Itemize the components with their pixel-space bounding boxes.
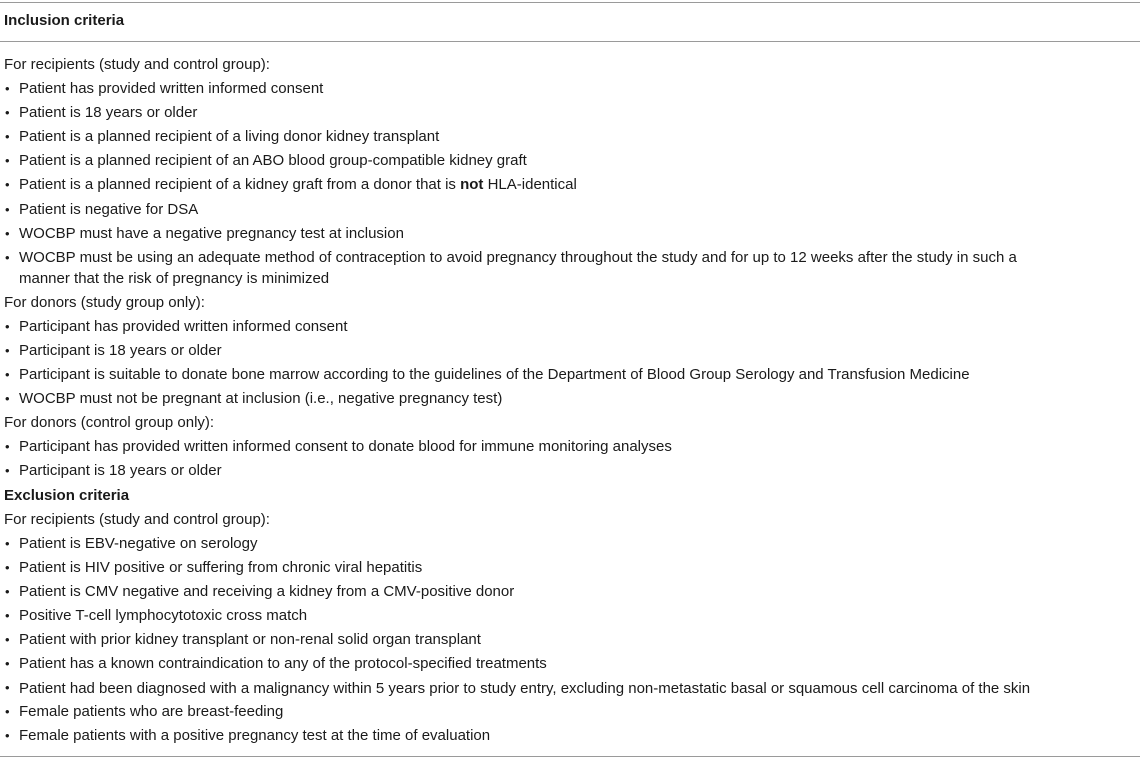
bullet-icon: • (5, 342, 10, 358)
list-item-text-part: HLA-identical (483, 176, 577, 194)
bullet-icon: • (5, 583, 10, 599)
inclusion-donors-study-heading: For donors (study group only): (4, 293, 205, 311)
list-item-text: Participant is 18 years or older (19, 341, 222, 359)
bullet-icon: • (5, 153, 10, 169)
list-item-text: WOCBP must not be pregnant at inclusion (i.e., negative pregnancy test) (19, 390, 503, 408)
exclusion-recipients-list (4, 532, 1064, 749)
list-item-text: Patient had been diagnosed with a malignancy within 5 years prior to study entry, excluding non-metastatic basal or squamous cell carcinoma of the skin (19, 679, 1031, 697)
list-item (4, 700, 1064, 724)
list-item-text: Patient has provided written informed consent (19, 80, 324, 98)
list-item (4, 724, 1064, 748)
list-item-text: Patient is 18 years or older (19, 104, 198, 122)
list-item (4, 222, 1064, 246)
list-item-text: Female patients with a positive pregnancy test at the time of evaluation (19, 727, 491, 745)
bullet-icon: • (5, 463, 10, 479)
list-item-text: Participant is suitable to donate bone marrow according to the guidelines of the Department of Blood Group Serology and Transfusion Medicine (19, 366, 970, 384)
bullet-icon: • (5, 391, 10, 407)
list-item (4, 149, 1064, 173)
bullet-icon: • (5, 704, 10, 720)
bullet-icon: • (5, 105, 10, 121)
table-top-rule (0, 2, 1140, 3)
list-item-text: WOCBP must be using an adequate method of contraception to avoid pregnancy throughout the study and for up to 12 weeks after the study in such a manner that the risk of pregnancy is minimized (19, 249, 1017, 288)
bullet-icon: • (5, 680, 10, 696)
table-body (4, 53, 1064, 749)
list-item (4, 387, 1064, 411)
exclusion-recipients-heading: For recipients (study and control group): (4, 510, 270, 528)
table-header-inclusion-criteria: Inclusion criteria (4, 12, 125, 29)
list-item (4, 246, 1064, 291)
bullet-icon: • (5, 559, 10, 575)
list-item-text: Participant has provided written informed consent (19, 317, 348, 335)
list-item (4, 198, 1064, 222)
list-item (4, 339, 1064, 363)
table-header-rule (0, 41, 1140, 42)
list-item (4, 532, 1064, 556)
list-item-text: Female patients who are breast-feeding (19, 703, 284, 721)
bullet-icon: • (5, 81, 10, 97)
inclusion-recipients-heading: For recipients (study and control group): (4, 56, 270, 73)
list-item (4, 77, 1064, 101)
list-item-text: Patient with prior kidney transplant or non-renal solid organ transplant (19, 631, 481, 649)
list-item-text-part: Patient is a planned recipient of a kidney graft from a donor that is (19, 176, 461, 194)
list-item (4, 604, 1064, 628)
inclusion-donors-study-list (4, 315, 1064, 411)
list-item-text (19, 173, 1064, 197)
bullet-icon: • (5, 367, 10, 383)
list-item (4, 125, 1064, 149)
list-item-text: Participant has provided written informed consent to donate blood for immune monitoring analyses (19, 438, 672, 456)
bullet-icon: • (5, 129, 10, 145)
bullet-icon: • (5, 249, 10, 265)
list-item (4, 101, 1064, 125)
bullet-icon: • (5, 728, 10, 744)
bullet-icon: • (5, 439, 10, 455)
bullet-icon: • (5, 607, 10, 623)
bullet-icon: • (5, 535, 10, 551)
list-item (4, 556, 1064, 580)
list-item (4, 580, 1064, 604)
exclusion-criteria-heading: Exclusion criteria (4, 486, 130, 504)
list-item (4, 173, 1064, 197)
list-item-text-emphasis: not (460, 176, 484, 194)
inclusion-recipients-list (4, 77, 1064, 291)
list-item (4, 652, 1064, 676)
inclusion-donors-control-list (4, 435, 1064, 483)
list-item-text: Patient is CMV negative and receiving a kidney from a CMV-positive donor (19, 582, 515, 600)
list-item-text: Patient is negative for DSA (19, 200, 199, 218)
bullet-icon: • (5, 318, 10, 334)
list-item (4, 459, 1064, 483)
list-item (4, 363, 1064, 387)
list-item (4, 628, 1064, 652)
table-bottom-rule (0, 756, 1140, 757)
list-item-text: Positive T-cell lymphocytotoxic cross match (19, 606, 308, 624)
list-item-text: Participant is 18 years or older (19, 462, 222, 480)
list-item-text: Patient is a planned recipient of a living donor kidney transplant (19, 128, 440, 146)
bullet-icon: • (5, 225, 10, 241)
list-item (4, 676, 1064, 700)
list-item-text: Patient is EBV-negative on serology (19, 534, 258, 552)
bullet-icon: • (5, 201, 10, 217)
list-item-text: Patient is HIV positive or suffering from chronic viral hepatitis (19, 558, 423, 576)
list-item-text: WOCBP must have a negative pregnancy test at inclusion (19, 224, 404, 242)
list-item-text: Patient is a planned recipient of an ABO blood group-compatible kidney graft (19, 152, 527, 170)
bullet-icon: • (5, 177, 10, 193)
list-item (4, 315, 1064, 339)
inclusion-donors-control-heading: For donors (control group only): (4, 414, 215, 432)
bullet-icon: • (5, 656, 10, 672)
bullet-icon: • (5, 632, 10, 648)
list-item (4, 435, 1064, 459)
list-item-text: Patient has a known contraindication to any of the protocol-specified treatments (19, 655, 547, 673)
